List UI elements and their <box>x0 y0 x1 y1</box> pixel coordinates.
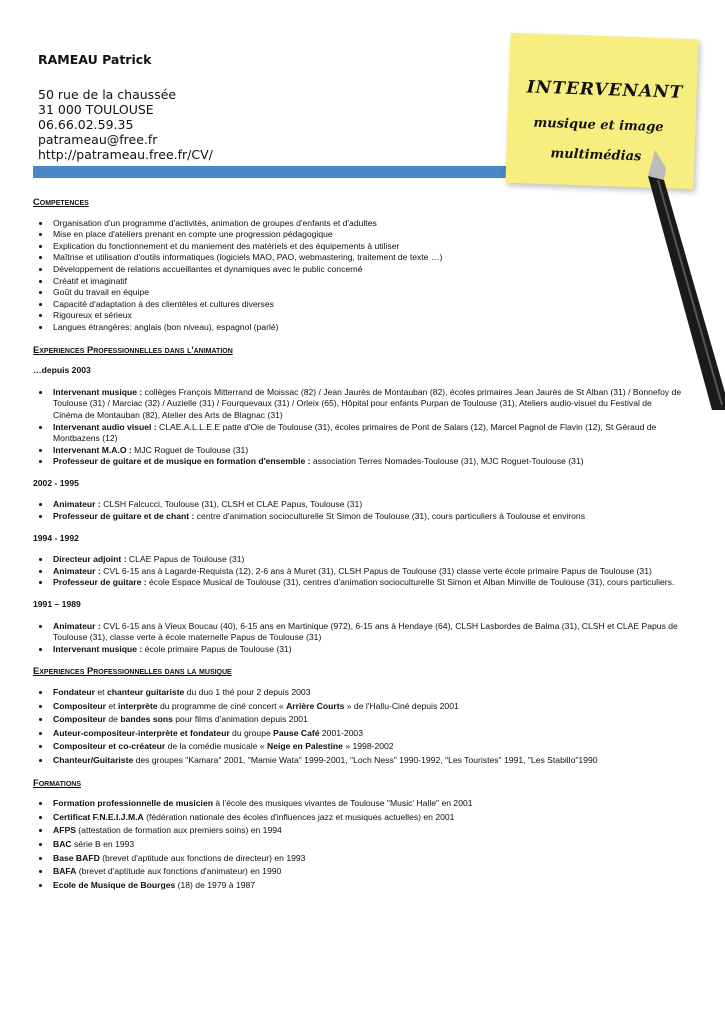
bold-text: chanteur guitariste <box>106 687 185 697</box>
bold-text: Intervenant musique : <box>53 386 143 397</box>
experience-item <box>51 445 683 457</box>
item-text: du groupe <box>229 727 274 738</box>
experience-item <box>51 566 683 578</box>
competence-item: • Goût du travail en équipe <box>51 287 683 299</box>
formation-item <box>51 866 683 878</box>
item-text: CVL 6-15 ans à Lagarde-Requista (12), 2-6 ans à Muret (31), CLSH Papus de Toulouse (31) classe verte école primaire Papus de Toulouse (31) <box>100 565 652 576</box>
formation-item <box>51 812 683 824</box>
item-text: série B en 1993 <box>71 838 135 849</box>
item-text: pour films d'animation depuis 2001 <box>172 714 308 725</box>
formation-item <box>51 853 683 865</box>
competence-item: • Maîtrise et utilisation d'outils informatiques (logiciels MAO, PAO, webmastering, traitement de texte …) <box>51 252 683 264</box>
period-heading: 1994 - 1992 <box>33 532 79 543</box>
animation-periods <box>33 365 683 655</box>
section-title-musique: Experiences Professionnelles dans la musique <box>33 665 232 677</box>
website[interactable]: http://patrameau.free.fr/CV/ <box>38 147 213 162</box>
music-item <box>51 687 683 699</box>
item-text: du programme de ciné concert « <box>157 700 287 711</box>
formation-item <box>51 839 683 851</box>
address-street: 50 rue de la chaussée <box>38 87 177 102</box>
bold-text: Certificat F.N.E.I.J.M.A <box>53 811 144 822</box>
experience-item <box>51 387 683 422</box>
cv-content <box>33 190 683 901</box>
bold-text: Arrière Courts <box>286 700 345 711</box>
note-subtitle: musique et image <box>533 115 664 136</box>
bold-text: Intervenant M.A.O : <box>53 444 132 455</box>
music-item <box>51 714 683 726</box>
formation-item <box>51 880 683 892</box>
item-text: (brevet d'aptitude aux fonctions de directeur) en 1993 <box>99 852 306 863</box>
item-text: CLAE Papus de Toulouse (31) <box>126 554 245 565</box>
experience-item <box>51 456 683 468</box>
item-text: du duo 1 thé pour 2 depuis 2003 <box>184 687 311 697</box>
bold-text: AFPS <box>53 825 76 836</box>
experience-item <box>51 621 683 644</box>
item-text: école Espace Musical de Toulouse (31), centres d'animation socioculturelle St Simon et Alban Minville de Toulouse (31), cours particuliers. <box>146 577 675 588</box>
experience-item <box>51 422 683 445</box>
item-text: et <box>95 687 107 697</box>
phone: 06.66.02.59.35 <box>38 117 134 132</box>
bold-text: Base BAFD <box>53 852 100 863</box>
person-name: RAMEAU Patrick <box>38 52 152 67</box>
item-text: école primaire Papus de Toulouse (31) <box>142 643 292 654</box>
item-text: de <box>106 714 121 725</box>
item-text: (attestation de formation aux premiers soins) en 1994 <box>75 825 282 836</box>
formation-item <box>51 798 683 810</box>
bold-text: Animateur : <box>53 620 101 631</box>
item-text: 2001-2003 <box>319 727 363 738</box>
contact-header <box>38 52 213 162</box>
item-text: à l'école des musiques vivantes de Toulouse "Music' Halle" en 2001 <box>212 798 473 809</box>
item-text: (18) de 1979 à 1987 <box>175 879 256 890</box>
formations-list <box>33 798 683 891</box>
experience-item <box>51 499 683 511</box>
section-title-animation: Experiences Professionnelles dans l'animation <box>33 343 233 355</box>
item-text: de la comédie musicale « <box>165 741 267 752</box>
bold-text: BAFA <box>53 866 77 877</box>
competence-item: • Explication du fonctionnement et du maniement des matériels et des équipements à utiliser <box>51 241 683 253</box>
section-title-formations: Formations <box>33 776 81 788</box>
experience-item <box>51 554 683 566</box>
competence-item: • Créatif et imaginatif <box>51 276 683 288</box>
bold-text: Intervenant musique : <box>53 643 143 654</box>
note-subtitle-2: multimédias <box>550 146 642 165</box>
bold-text: Compositeur <box>53 700 106 711</box>
music-item <box>51 701 683 713</box>
section-title-competences: Competences <box>33 196 89 207</box>
item-text: » de l'Hallu-Ciné depuis 2001 <box>344 700 459 711</box>
note-title: INTERVENANT <box>526 77 684 103</box>
bold-text: Compositeur <box>53 714 106 725</box>
musique-list <box>33 687 683 767</box>
email[interactable]: patrameau@free.fr <box>38 132 158 147</box>
period-list <box>33 621 683 656</box>
contact-block <box>38 87 213 162</box>
bold-text: Fondateur <box>53 687 96 697</box>
item-text: et <box>106 700 118 711</box>
item-text: collèges François Mitterrand de Moissac (82) / Jean Jaurès de Montauban (82), écoles primaires Jean Jaurès de St Alban (31) / Bonnefoy de Toulouse (31) / Marciac (32) / Auzielle (31) / Fourquevaux (31) / Orleix (65), Hôpital pour enfants Purpan de Toulouse (31), Ateliers audio-visuel du Festival de Cinéma de Montauban (82), Atelier des Arts de Blagnac (31) <box>53 386 682 420</box>
bold-text: Ecole de Musique de Bourges <box>53 879 176 890</box>
item-text: » 1998-2002 <box>342 741 394 752</box>
music-item <box>51 728 683 740</box>
item-text: (fédération nationale des écoles d'influences jazz et musiques actuelles) en 2001 <box>143 811 455 822</box>
item-text: CLSH Falcucci, Toulouse (31), CLSH et CLAE Papus, Toulouse (31) <box>100 499 363 510</box>
competence-item: • Mise en place d'ateliers prenant en compte une progression pédagogique <box>51 229 683 241</box>
bold-text: Neige en Palestine <box>266 741 343 752</box>
period-list <box>33 387 683 468</box>
experience-item <box>51 511 683 523</box>
bold-text: BAC <box>53 838 72 849</box>
item-text: MJC Roguet de Toulouse (31) <box>131 444 249 455</box>
item-text: association Terres Nomades-Toulouse (31), MJC Roguet-Toulouse (31) <box>310 456 584 467</box>
period-list <box>33 499 683 522</box>
item-text: CLAE.A.L.L.E.E patte d'Oie de Toulouse (31), écoles primaires de Pont de Salars (12), Marcel Pagnol de Flavin (12), St Géraud de Montbazens (12) <box>53 421 657 444</box>
bold-text: Formation professionnelle de musicien <box>53 798 213 809</box>
experience-item <box>51 577 683 589</box>
competence-item: • Rigoureux et sérieux <box>51 310 683 322</box>
competences-list <box>33 218 683 334</box>
period-heading: 1991 – 1989 <box>33 599 81 610</box>
bold-text: Animateur : <box>53 565 101 576</box>
period-list <box>33 554 683 589</box>
item-text: des groupes "Kamara" 2001, "Mamie Wata" 1999-2001, "Loch Ness" 1990-1992, "Les Touristes" 1991, "Les Stabillo"1990 <box>133 754 598 765</box>
bold-text: Directeur adjoint : <box>53 554 127 565</box>
bold-text: Professeur de guitare et de musique en formation d'ensemble : <box>53 456 311 467</box>
experience-item <box>51 644 683 656</box>
bold-text: Chanteur/Guitariste <box>53 754 134 765</box>
formation-item <box>51 825 683 837</box>
bold-text: Pause Café <box>273 727 320 738</box>
address-city: 31 000 TOULOUSE <box>38 102 154 117</box>
period-heading: 2002 - 1995 <box>33 477 79 488</box>
header-divider-bar <box>33 166 513 178</box>
bold-text: Compositeur et co-créateur <box>53 741 166 752</box>
bold-text: Intervenant audio visuel : <box>53 421 157 432</box>
period-heading: …depuis 2003 <box>33 365 91 376</box>
item-text: CVL 6-15 ans à Vieux Boucau (40), 6-15 ans en Martinique (972), 6-15 ans à Hendaye (64), CLSH Lasbordes de Balma (31), CLSH et CLAE Papus de Toulouse (31), classe verte à école maternelle Papus de Toulouse (31) <box>53 620 678 643</box>
bold-text: Professeur de guitare et de chant : <box>53 511 195 522</box>
bold-text: Auteur-compositeur-interprète et fondateur <box>53 727 230 738</box>
competence-item: • Langues étrangères: anglais (bon niveau), espagnol (parlé) <box>51 322 683 334</box>
music-item <box>51 755 683 767</box>
music-item <box>51 741 683 753</box>
bold-text: bandes sons <box>120 714 173 725</box>
bold-text: Professeur de guitare : <box>53 577 147 588</box>
competence-item: • Organisation d'un programme d'activités, animation de groupes d'enfants et d'adultes <box>51 218 683 230</box>
competence-item: • Développement de relations accueillantes et dynamiques avec le public concerné <box>51 264 683 276</box>
competence-item: • Capacité d'adaptation à des clientèles et cultures diverses <box>51 299 683 311</box>
item-text: centre d'animation socioculturelle St Simon de Toulouse (31), cours particuliers à Toulouse et environs <box>194 511 585 522</box>
item-text: (brevet d'aptitude aux fonctions d'animateur) en 1990 <box>76 866 282 877</box>
bold-text: interprète <box>117 700 158 711</box>
bold-text: Animateur : <box>53 499 101 510</box>
